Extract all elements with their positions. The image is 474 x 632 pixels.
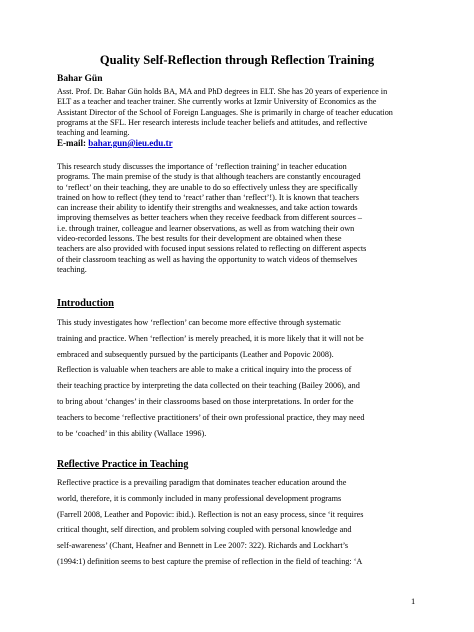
intro-line: to be ‘coached’ in this ability (Wallace 1996). <box>57 428 207 438</box>
abstract-line: to ‘reflect’ on their teaching, they are unable to do so effectively unless they are specifically <box>57 182 358 192</box>
intro-line: training and practice. When ‘reflection’ is merely preached, it is more likely that it will not be <box>57 333 364 343</box>
reflect-line: (1994:1) definition seems to best capture the premise of reflection in the field of teaching: ‘A <box>57 556 363 566</box>
bio-line: Assistant Director of the School of Foreign Languages. She is primarily in charge of teacher education <box>57 107 393 117</box>
email-line <box>57 138 173 148</box>
email-label: E-mail: <box>57 138 86 148</box>
page-number: 1 <box>411 596 416 606</box>
intro-line: Reflection is valuable when teachers are able to make a critical inquiry into the process of <box>57 365 352 375</box>
abstract-line: improving themselves as better teachers when they receive feedback from different sources – <box>57 213 362 223</box>
abstract-line: can increase their ability to identify their strengths and weaknesses, and take action towards <box>57 203 358 213</box>
intro-line: teachers to become ‘reflective practitioners’ of their own professional practice, they may need <box>57 412 365 422</box>
reflect-line: world, therefore, it is commonly included in many professional development programs <box>57 493 342 503</box>
abstract-line: trained on how to reflect (they tend to ‘react’ rather than ‘reflect’!). It is known that teachers <box>57 192 359 202</box>
abstract-line: of their classroom teaching as well as having the opportunity to watch videos of themselves <box>57 254 358 264</box>
section-heading-reflective-practice: Reflective Practice in Teaching <box>57 459 189 470</box>
abstract-line: programs. The main premise of the study is that although teachers are constantly encouraged <box>57 172 361 182</box>
abstract-line: teaching. <box>57 264 87 274</box>
author-bio <box>57 87 419 138</box>
paper-title: Quality Self-Reflection through Reflection Training <box>99 53 375 67</box>
reflect-line: self-awareness’ (Chant, Heafner and Bennett in Lee 2007: 322). Richards and Lockhart’s <box>57 541 349 551</box>
introduction-body <box>57 315 419 441</box>
bio-line: ELT as a teacher and teacher trainer. She currently works at Izmir University of Economics as the <box>57 97 377 107</box>
intro-line: their teaching practice by interpreting the data collected on their teaching (Bailey 2006), and <box>57 381 360 391</box>
bio-line: teaching and learning. <box>57 128 130 138</box>
section-heading-introduction: Introduction <box>57 298 114 309</box>
intro-line: This study investigates how ‘reflection’ can become more effective through systematic <box>57 318 341 327</box>
intro-line: embraced and subsequently pursued by the participants (Leather and Popovic 2008). <box>57 349 334 359</box>
bio-line: Asst. Prof. Dr. Bahar Gün holds BA, MA and PhD degrees in ELT. She has 20 years of experience in <box>57 87 388 96</box>
reflect-line: Reflective practice is a prevailing paradigm that dominates teacher education around the <box>57 478 347 487</box>
abstract-line: video-recorded lessons. The best results for their development are obtained when these <box>57 234 342 244</box>
abstract-line: This research study discusses the importance of ‘reflection training’ in teacher education <box>57 162 347 171</box>
abstract-line: i.e. through trainer, colleague and learner observations, as well as from watching their own <box>57 223 355 233</box>
bio-line: programs at the SFL. Her research interests include teacher beliefs and attitudes, and reflective <box>57 117 368 127</box>
reflect-line: critical thought, self direction, and problem solving coupled with personal knowledge and <box>57 525 352 535</box>
reflective-practice-body <box>57 475 419 570</box>
reflect-line: (Farrell 2008, Leather and Popovic: ibid.). Reflection is not an easy process, since ‘it requires <box>57 509 364 519</box>
email-link[interactable]: bahar.gun@ieu.edu.tr <box>88 138 173 148</box>
abstract-line: teachers are also provided with focused input sessions related to reflecting on different aspects <box>57 244 367 254</box>
abstract <box>57 162 419 275</box>
author-name: Bahar Gün <box>57 74 103 84</box>
intro-line: to bring about ‘changes’ in their classrooms based on those interpretations. In order for the <box>57 396 354 406</box>
